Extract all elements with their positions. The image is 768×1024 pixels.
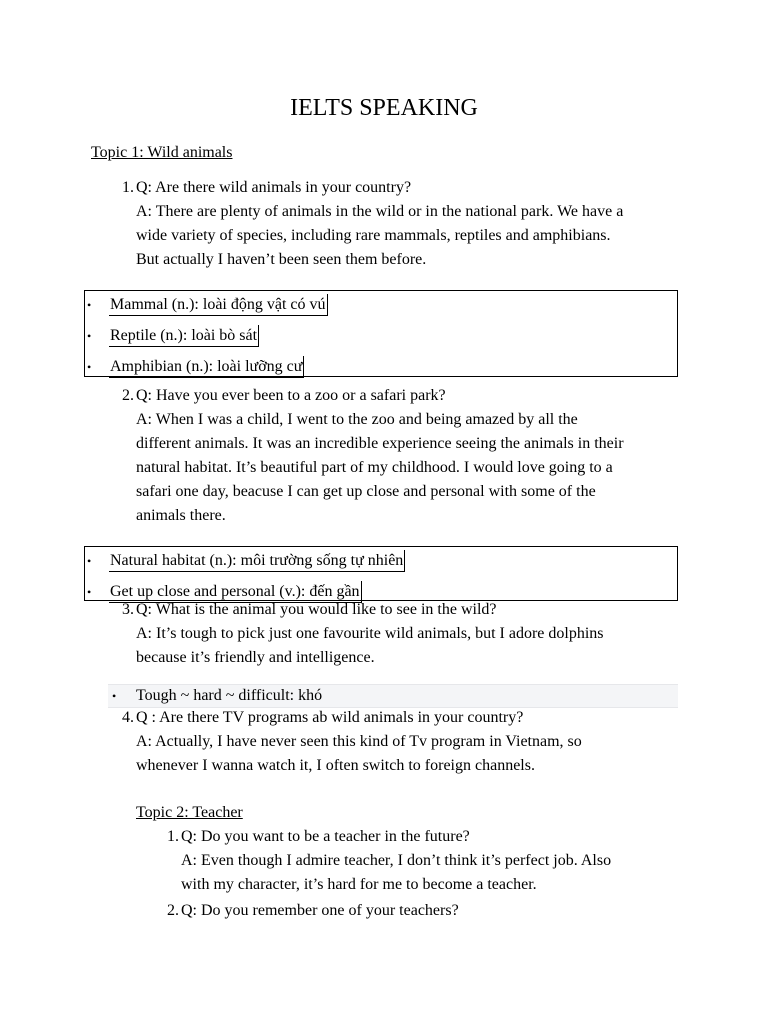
question-text: Q: Have you ever been to a zoo or a safari park? <box>136 387 446 404</box>
vocab-item <box>85 547 677 578</box>
question-text: Q: What is the animal you would like to see in the wild? <box>136 601 497 618</box>
list-number: 2. <box>167 902 179 919</box>
answer-line: A: It’s tough to pick just one favourite wild animals, but I adore dolphins <box>136 625 604 642</box>
list-number: 1. <box>167 828 179 845</box>
list-number: 1. <box>122 179 134 196</box>
vocab-term: Tough ~ hard ~ difficult: khó <box>136 687 323 704</box>
topic-1-heading: Topic 1: Wild animals <box>91 144 233 161</box>
vocab-box-2 <box>84 546 678 601</box>
answer-line: A: Even though I admire teacher, I don’t think it’s perfect job. Also <box>181 852 612 869</box>
vocab-item <box>85 322 677 353</box>
answer-line: A: Actually, I have never seen this kind of Tv program in Vietnam, so <box>136 733 582 750</box>
answer-line: A: When I was a child, I went to the zoo and being amazed by all the <box>136 411 578 428</box>
bullet-icon: • <box>112 689 117 703</box>
bullet-icon: • <box>87 298 92 312</box>
vocab-term: Reptile (n.): loài bò sát <box>109 325 259 347</box>
answer-line: natural habitat. It’s beautiful part of my childhood. I would love going to a <box>136 459 613 476</box>
question-4 <box>122 706 582 778</box>
question-1 <box>122 176 624 272</box>
question-2 <box>122 384 624 528</box>
teacher-question-2 <box>167 899 459 923</box>
vocab-item <box>85 291 677 322</box>
vocab-term: Get up close and personal (v.): đến gần <box>109 581 362 603</box>
list-number: 4. <box>122 709 134 726</box>
answer-line: A: There are plenty of animals in the wild or in the national park. We have a <box>136 203 624 220</box>
bullet-icon: • <box>87 329 92 343</box>
answer-line: whenever I wanna watch it, I often switch to foreign channels. <box>136 757 535 774</box>
question-text: Q: Are there wild animals in your country? <box>136 179 412 196</box>
bullet-icon: • <box>87 554 92 568</box>
answer-line: with my character, it’s hard for me to become a teacher. <box>181 876 537 893</box>
answer-line: wide variety of species, including rare mammals, reptiles and amphibians. <box>136 227 611 244</box>
vocab-item-tough <box>108 684 678 708</box>
question-text: Q: Do you want to be a teacher in the future? <box>181 828 470 845</box>
vocab-term: Amphibian (n.): loài lưỡng cư <box>109 356 304 378</box>
question-text: Q: Do you remember one of your teachers? <box>181 902 459 919</box>
vocab-item <box>85 353 677 384</box>
page-title: IELTS SPEAKING <box>290 95 478 121</box>
vocab-box-1 <box>84 290 678 377</box>
list-number: 2. <box>122 387 134 404</box>
vocab-term: Natural habitat (n.): môi trường sống tự nhiên <box>109 550 405 572</box>
bullet-icon: • <box>87 585 92 599</box>
teacher-question-1 <box>167 825 612 897</box>
topic-2-heading: Topic 2: Teacher <box>136 804 243 821</box>
answer-line: But actually I haven’t been seen them before. <box>136 251 427 268</box>
list-number: 3. <box>122 601 134 618</box>
answer-line: safari one day, beacuse I can get up close and personal with some of the <box>136 483 596 500</box>
answer-line: different animals. It was an incredible experience seeing the animals in their <box>136 435 624 452</box>
vocab-term: Mammal (n.): loài động vật có vú <box>109 294 328 316</box>
question-text: Q : Are there TV programs ab wild animals in your country? <box>136 709 524 726</box>
question-3 <box>122 598 604 670</box>
bullet-icon: • <box>87 360 92 374</box>
answer-line: animals there. <box>136 507 226 524</box>
answer-line: because it’s friendly and intelligence. <box>136 649 375 666</box>
